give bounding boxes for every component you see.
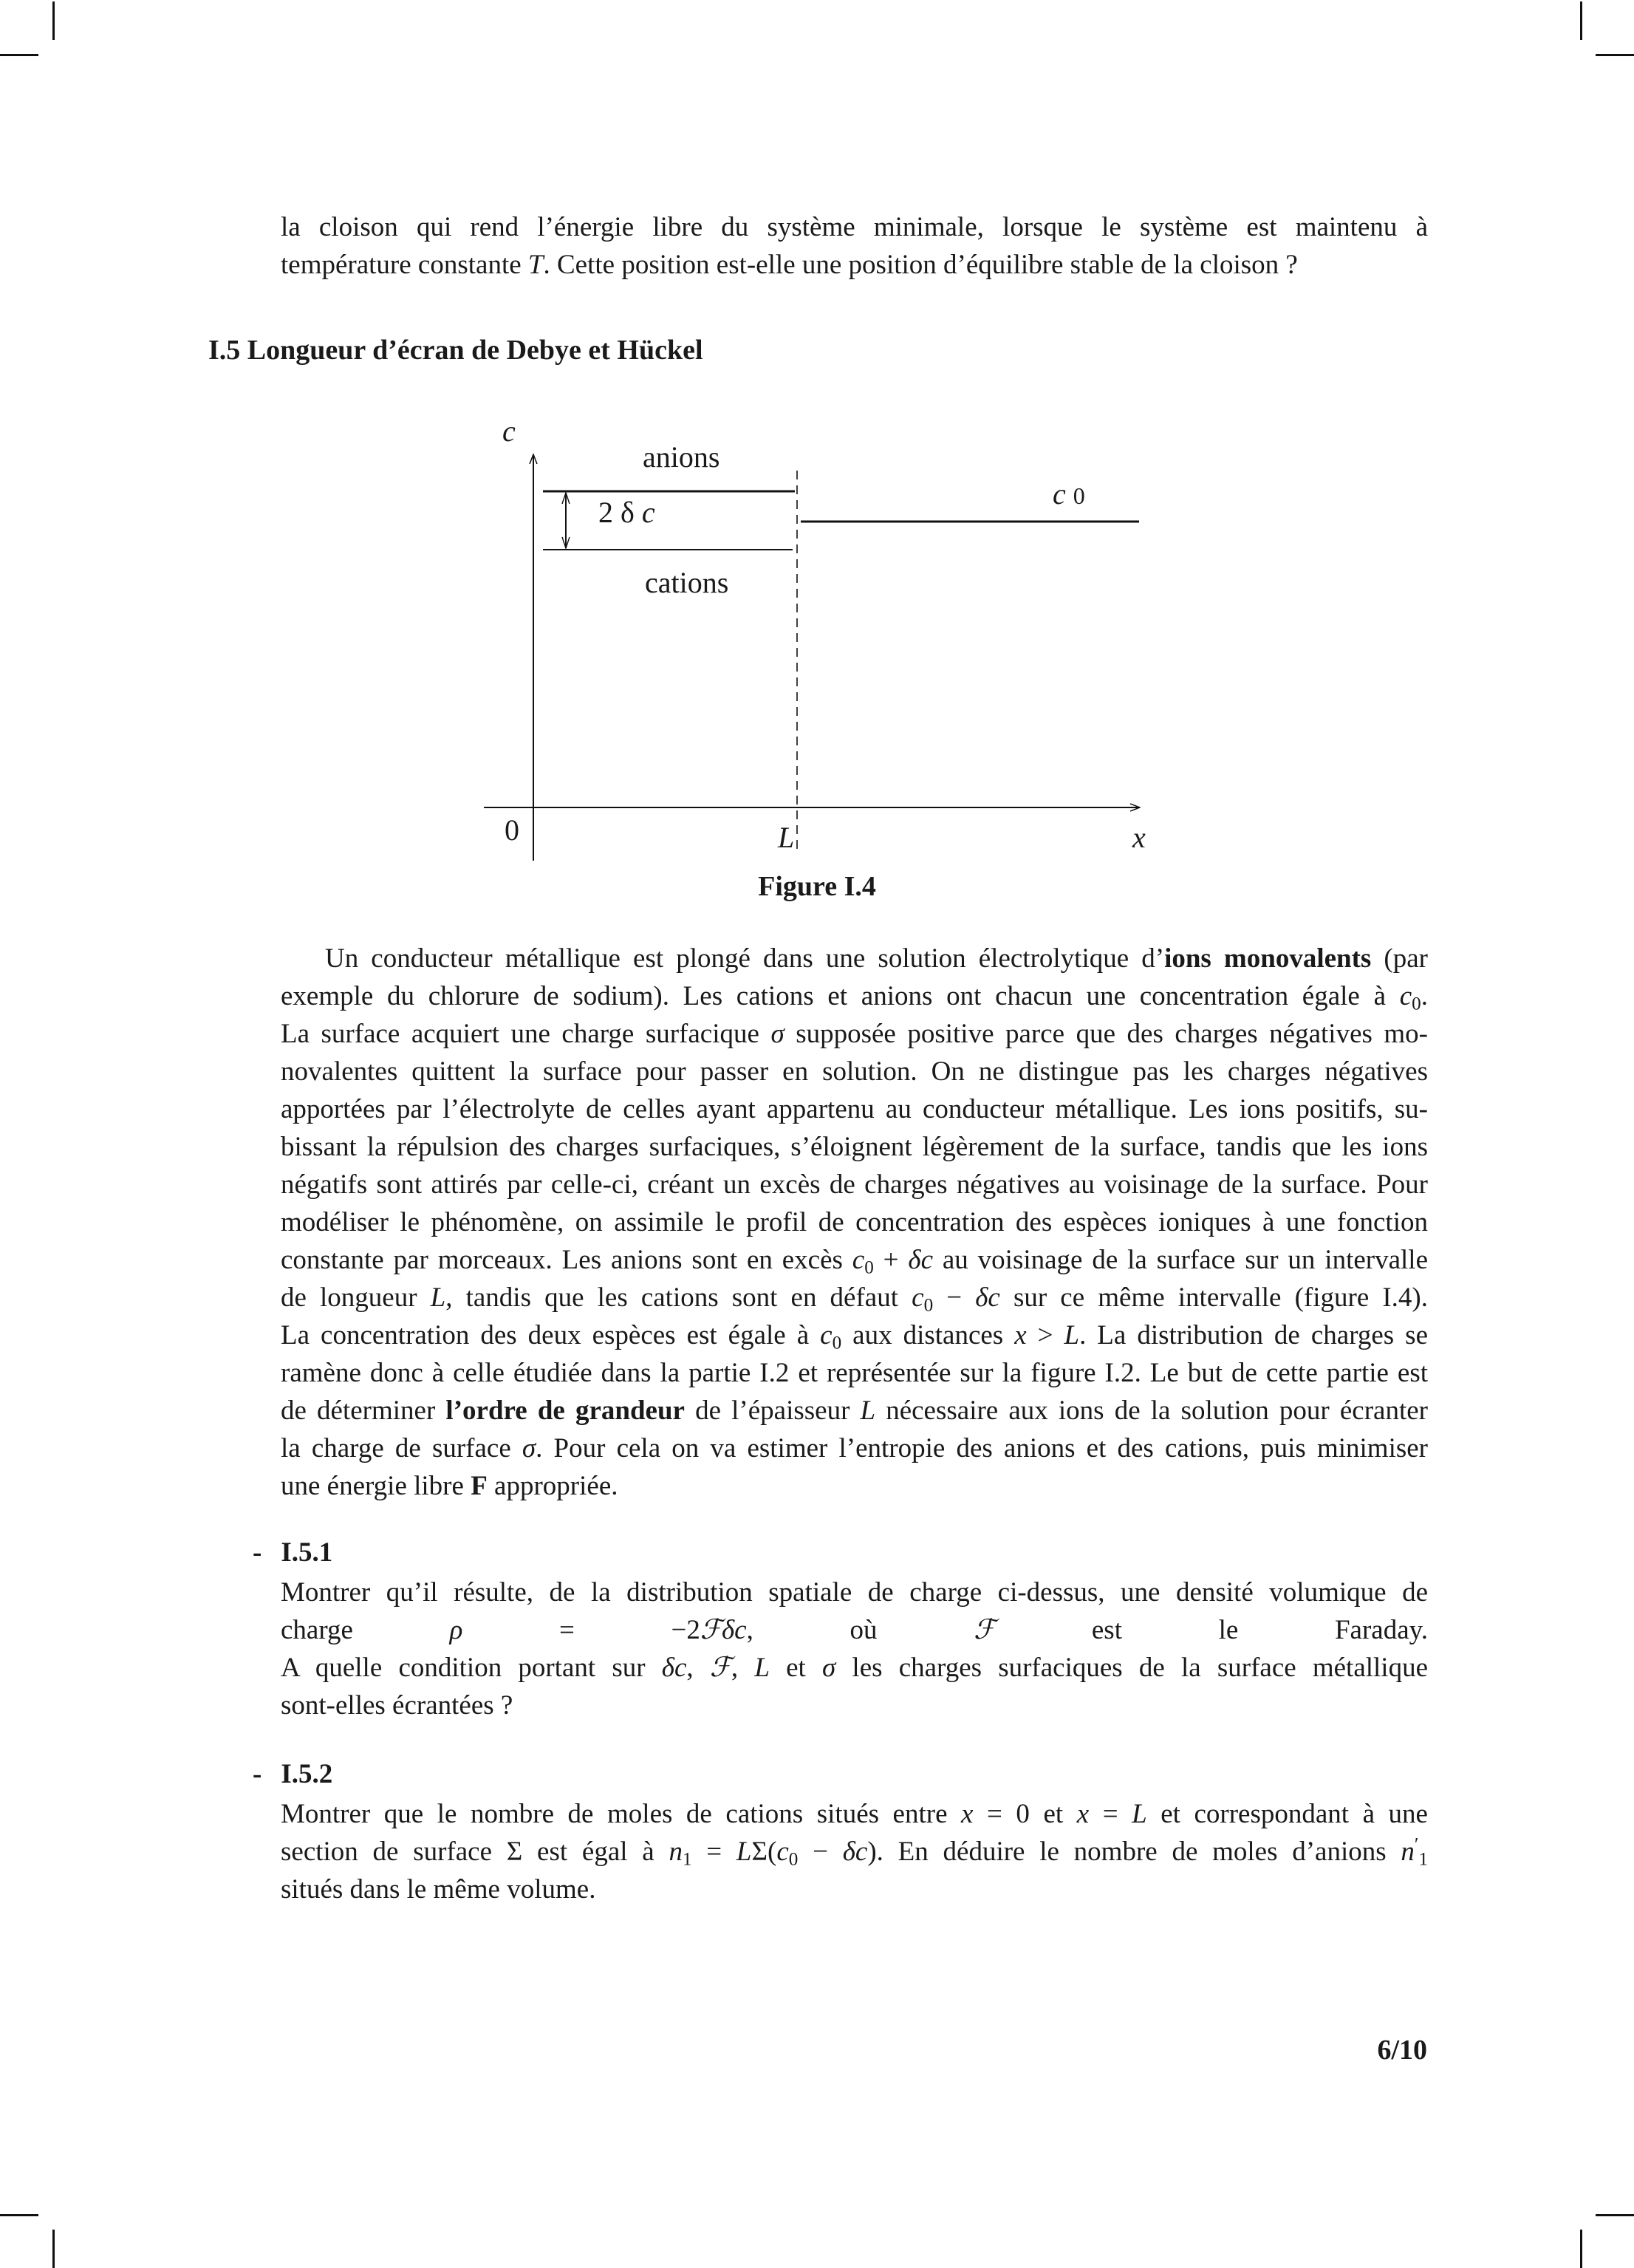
question-id: I.5.2 bbox=[281, 1759, 333, 1789]
anions-label: anions bbox=[643, 440, 720, 474]
arrowhead-up bbox=[562, 493, 570, 504]
subscript: 1 bbox=[1418, 1849, 1429, 1870]
text-line: bissant la répulsion des charges surfaciques, s’éloignent légèrement de la surface, tandis que les ions bbox=[281, 1132, 1428, 1162]
math-symbol: L bbox=[1132, 1799, 1147, 1829]
crop-mark bbox=[1596, 2214, 1634, 2216]
question-heading-2 bbox=[253, 1758, 332, 1790]
math-symbol: n bbox=[1401, 1837, 1415, 1867]
math-symbol: σ bbox=[822, 1653, 836, 1683]
text-line: A quelle condition portant sur δc, ℱ, L et σ les charges surfaciques de la surface métallique bbox=[281, 1653, 1429, 1683]
crop-mark bbox=[1596, 54, 1634, 56]
question-dash: - bbox=[253, 1759, 262, 1789]
math-symbol: δc bbox=[975, 1282, 1000, 1313]
arrowhead-down bbox=[562, 537, 570, 548]
text-line: la charge de surface σ. Pour cela on va estimer l’entropie des anions et des cations, puis minimiser bbox=[281, 1433, 1428, 1463]
figure-concentration-profile bbox=[0, 0, 1634, 931]
crop-mark bbox=[1580, 1, 1582, 40]
text-line: La concentration des deux espèces est égale à $c_0$ aux distances x > L. La distribution de charges se bbox=[281, 1320, 1428, 1353]
c0-label: c 0 bbox=[1053, 477, 1085, 510]
math-symbol: δc bbox=[842, 1837, 868, 1867]
crop-mark bbox=[0, 2214, 38, 2216]
subscript: 0 bbox=[832, 1333, 842, 1353]
subscript: 0 bbox=[923, 1295, 934, 1316]
question-id: I.5.1 bbox=[281, 1537, 333, 1568]
text-line: une énergie libre F appropriée. bbox=[281, 1471, 618, 1501]
text-line: La surface acquiert une charge surfacique σ supposée positive parce que des charges négatives mo- bbox=[281, 1019, 1428, 1049]
text-line: Un conducteur métallique est plongé dans une solution électrolytique d’ions monovalents (par bbox=[325, 943, 1428, 974]
section-heading: I.5 Longueur d’écran de Debye et Hückel bbox=[208, 335, 703, 366]
question-body-2 bbox=[281, 1795, 1428, 1908]
text-line: sont-elles écrantées ? bbox=[281, 1690, 513, 1721]
math-symbol: σ bbox=[770, 1019, 784, 1049]
math-symbol: δc bbox=[721, 1615, 747, 1645]
subscript: 0 bbox=[1412, 994, 1421, 1014]
text-line: de longueur L, tandis que les cations sont en défaut $c_0 - \delta c$ sur ce même intervalle (figure I.4). bbox=[281, 1282, 1428, 1316]
x-axis-label: x bbox=[1132, 821, 1146, 854]
text-line: Montrer qu’il résulte, de la distribution spatiale de charge ci-dessus, une densité volumique de bbox=[281, 1577, 1428, 1608]
cations-label: cations bbox=[645, 566, 729, 599]
crop-mark bbox=[52, 2230, 55, 2268]
math-symbol: n bbox=[669, 1837, 683, 1867]
intro-paragraph bbox=[281, 208, 1428, 284]
text-line: novalentes quittent la surface pour passer en solution. On ne distingue pas les charges négatives bbox=[281, 1056, 1428, 1087]
math-symbol: L bbox=[736, 1837, 752, 1867]
math-symbol: δc bbox=[661, 1653, 687, 1683]
math-symbol: L bbox=[430, 1282, 446, 1313]
question-heading-1 bbox=[253, 1537, 332, 1568]
bold-text: l’ordre de grandeur bbox=[445, 1396, 685, 1426]
text-line: température constante T. Cette position est-elle une position d’équilibre stable de la cloison ? bbox=[281, 250, 1298, 280]
subscript: 1 bbox=[682, 1849, 692, 1870]
text-line: apportées par l’électrolyte de celles ayant appartenu au conducteur métallique. Les ions positifs, su- bbox=[281, 1094, 1428, 1124]
y-axis-label: c bbox=[502, 414, 516, 448]
math-symbol: ρ bbox=[449, 1615, 463, 1645]
crop-mark bbox=[1580, 2230, 1582, 2268]
math-symbol: c bbox=[1399, 981, 1412, 1011]
bold-text: ions monovalents bbox=[1164, 943, 1372, 974]
question-body-1 bbox=[281, 1574, 1428, 1724]
math-symbol: c bbox=[776, 1837, 789, 1867]
text-line: Montrer que le nombre de moles de cations situés entre x = 0 et x = L et correspondant à une bbox=[281, 1799, 1428, 1829]
math-symbol: c bbox=[852, 1245, 865, 1275]
math-symbol: L bbox=[1064, 1320, 1080, 1350]
text-line: la cloison qui rend l’énergie libre du système minimale, lorsque le système est maintenu à bbox=[281, 212, 1428, 242]
math-symbol: x bbox=[961, 1799, 974, 1829]
text-line: exemple du chlorure de sodium). Les cations et anions ont chacun une concentration égale à $c_0$. bbox=[281, 981, 1428, 1014]
text-line: de déterminer l’ordre de grandeur de l’épaisseur L nécessaire aux ions de la solution pour écranter bbox=[281, 1396, 1428, 1426]
crop-mark bbox=[0, 54, 38, 56]
bold-text: F bbox=[471, 1471, 488, 1501]
math-symbol: c bbox=[820, 1320, 833, 1350]
subscript: 0 bbox=[864, 1257, 874, 1278]
text-line: négatifs sont attirés par celle-ci, créant un excès de charges négatives au voisinage de la surface. Pour bbox=[281, 1169, 1428, 1200]
math-symbol: δc bbox=[908, 1245, 934, 1275]
math-symbol: T bbox=[527, 250, 544, 280]
text-line: section de surface Σ est égal à $n_1 = L\Sigma(c_0 - \delta c)$. En déduire le nombre de moles d’anions $n'_1$ bbox=[281, 1834, 1429, 1870]
math-symbol: L bbox=[754, 1653, 770, 1683]
math-symbol: ℱ bbox=[700, 1615, 722, 1645]
question-dash: - bbox=[253, 1537, 262, 1568]
figure-caption: Figure I.4 bbox=[758, 871, 876, 902]
subscript: 0 bbox=[788, 1849, 799, 1870]
text-line: situés dans le même volume. bbox=[281, 1874, 596, 1905]
math-symbol: ℱ bbox=[974, 1615, 996, 1645]
math-symbol: σ bbox=[522, 1433, 536, 1463]
math-symbol: L bbox=[860, 1396, 876, 1426]
math-symbol: ℱ bbox=[709, 1653, 731, 1683]
L-label: L bbox=[778, 821, 795, 854]
crop-mark bbox=[52, 1, 55, 40]
main-paragraph bbox=[281, 940, 1428, 1505]
math-symbol: c bbox=[912, 1282, 924, 1313]
superscript: ′ bbox=[1414, 1834, 1419, 1855]
text-line: ramène donc à celle étudiée dans la partie I.2 et représentée sur la figure I.2. Le but de cette partie est bbox=[281, 1358, 1428, 1388]
origin-label: 0 bbox=[505, 813, 519, 847]
text-line: charge ρ = −2ℱδc, où ℱ est le Faraday. bbox=[281, 1615, 1428, 1645]
delta-label: 2 δ c bbox=[598, 496, 655, 529]
text-line: modéliser le phénomène, on assimile le profil de concentration des espèces ioniques à une fonction bbox=[281, 1207, 1428, 1237]
text-line: constante par morceaux. Les anions sont en excès $c_0 + \delta c$ au voisinage de la surface sur un intervalle bbox=[281, 1245, 1428, 1278]
page-number: 6/10 bbox=[1377, 2035, 1427, 2066]
math-symbol: x bbox=[1076, 1799, 1090, 1829]
math-symbol: x bbox=[1014, 1320, 1027, 1350]
